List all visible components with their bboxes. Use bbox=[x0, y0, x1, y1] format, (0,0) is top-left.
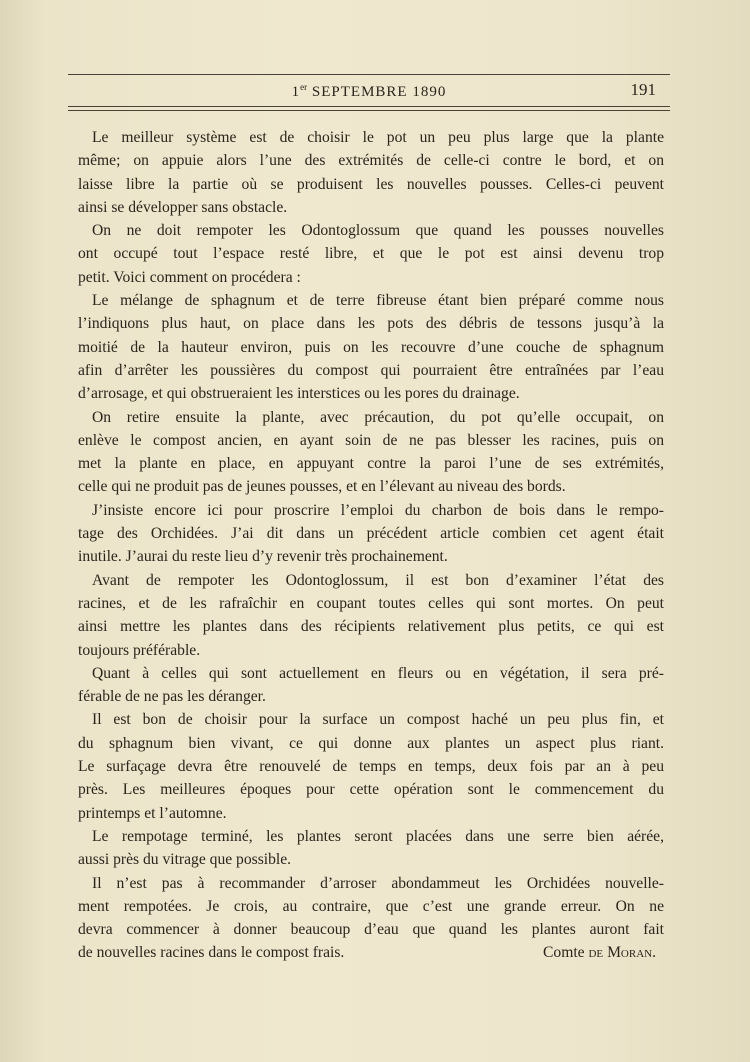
final-line bbox=[78, 941, 664, 964]
header-rule-top bbox=[68, 74, 670, 75]
text-line: près. Les meilleures époques pour cette opération sont le commencement du bbox=[78, 781, 664, 799]
text-line: même; on appuie alors l’une des extrémités de celle-ci contre le bord, et on bbox=[78, 152, 664, 170]
text-line: On ne doit rempoter les Odontoglossum que quand les pousses nouvelles bbox=[92, 222, 664, 240]
text-line: printemps et l’automne. bbox=[78, 804, 227, 822]
page-number: 191 bbox=[630, 80, 656, 99]
text-line: racines, et de les rafraîchir en coupant toutes celles qui sont mortes. On peut bbox=[78, 594, 664, 612]
text-line: Quant à celles qui sont actuellement en fleurs ou en végétation, il sera pré- bbox=[92, 664, 664, 682]
text-line: Il est bon de choisir pour la surface un compost haché un peu plus fin, et bbox=[92, 711, 664, 729]
text-line: tage des Orchidées. J’ai dit dans un précédent article combien cet agent était bbox=[78, 525, 664, 543]
text-line: Le surfaçage devra être renouvelé de temps en temps, deux fois par an à peu bbox=[78, 758, 664, 776]
text-line: du sphagnum bien vivant, ce qui donne aux plantes un aspect plus riant. bbox=[78, 734, 664, 752]
text-line: aussi près du vitrage que possible. bbox=[78, 851, 292, 869]
article-body bbox=[78, 126, 664, 965]
text-line: Le mélange de sphagnum et de terre fibreuse étant bien préparé comme nous bbox=[92, 292, 664, 310]
text-line: ainsi mettre les plantes dans des récipients relativement plus petits, ce qui est bbox=[78, 618, 664, 636]
text-line: met la plante en place, en appuyant contre la paroi l’une de ses extrémités, bbox=[78, 455, 664, 473]
text-line: férable de ne pas les déranger. bbox=[78, 688, 266, 706]
text-line: On retire ensuite la plante, avec précaution, du pot qu’elle occupait, on bbox=[92, 408, 664, 426]
text-line: celle qui ne produit pas de jeunes pousses, et en l’élevant au niveau des bords. bbox=[78, 478, 566, 496]
text-line: laisse libre la partie où se produisent les nouvelles pousses. Celles-ci peuvent bbox=[78, 175, 664, 193]
text-line: afin d’arrêter les poussières du compost qui pourraient être entraînées par l’eau bbox=[78, 361, 664, 379]
author-signature: Comte de Moran. bbox=[543, 944, 656, 962]
text-line: Le meilleur système est de choisir le pot un peu plus large que la plante bbox=[92, 129, 664, 146]
running-header bbox=[68, 80, 670, 102]
text-line: d’arrosage, et qui obstrueraient les interstices ou les pores du drainage. bbox=[78, 385, 520, 403]
header-rule-bottom bbox=[68, 106, 670, 111]
running-title: 1er SEPTEMBRE 1890 bbox=[291, 82, 447, 100]
text-line: toujours préférable. bbox=[78, 641, 201, 659]
text-line: Il n’est pas à recommander d’arroser abondammeut les Orchidées nouvelle- bbox=[92, 874, 664, 892]
text-line: Avant de rempoter les Odontoglossum, il est bon d’examiner l’état des bbox=[92, 571, 664, 589]
text-line: l’indiquons plus haut, on place dans les pots des débris de tessons jusqu’à la bbox=[78, 315, 664, 333]
text-line: J’insiste encore ici pour proscrire l’emploi du charbon de bois dans le rempo- bbox=[92, 501, 664, 519]
text-line: Le rempotage terminé, les plantes seront placées dans une serre bien aérée, bbox=[92, 827, 664, 845]
final-line-text: de nouvelles racines dans le compost frais. bbox=[78, 944, 345, 962]
text-line: devra commencer à donner beaucoup d’eau que quand les plantes auront fait bbox=[78, 921, 664, 939]
text-line: ment rempotées. Je crois, au contraire, que c’est une grande erreur. On ne bbox=[78, 897, 664, 915]
text-line: enlève le compost ancien, en ayant soin de ne pas blesser les racines, puis on bbox=[78, 431, 664, 449]
text-line: petit. Voici comment on procédera : bbox=[78, 268, 301, 286]
text-line: ainsi se développer sans obstacle. bbox=[78, 198, 288, 216]
text-line: inutile. J’aurai du reste lieu d’y revenir très prochainement. bbox=[78, 548, 448, 566]
text-line: moitié de la hauteur environ, puis on les recouvre d’une couche de sphagnum bbox=[78, 338, 664, 356]
text-line: ont occupé tout l’espace resté libre, et que le pot est ainsi devenu trop bbox=[78, 245, 664, 263]
